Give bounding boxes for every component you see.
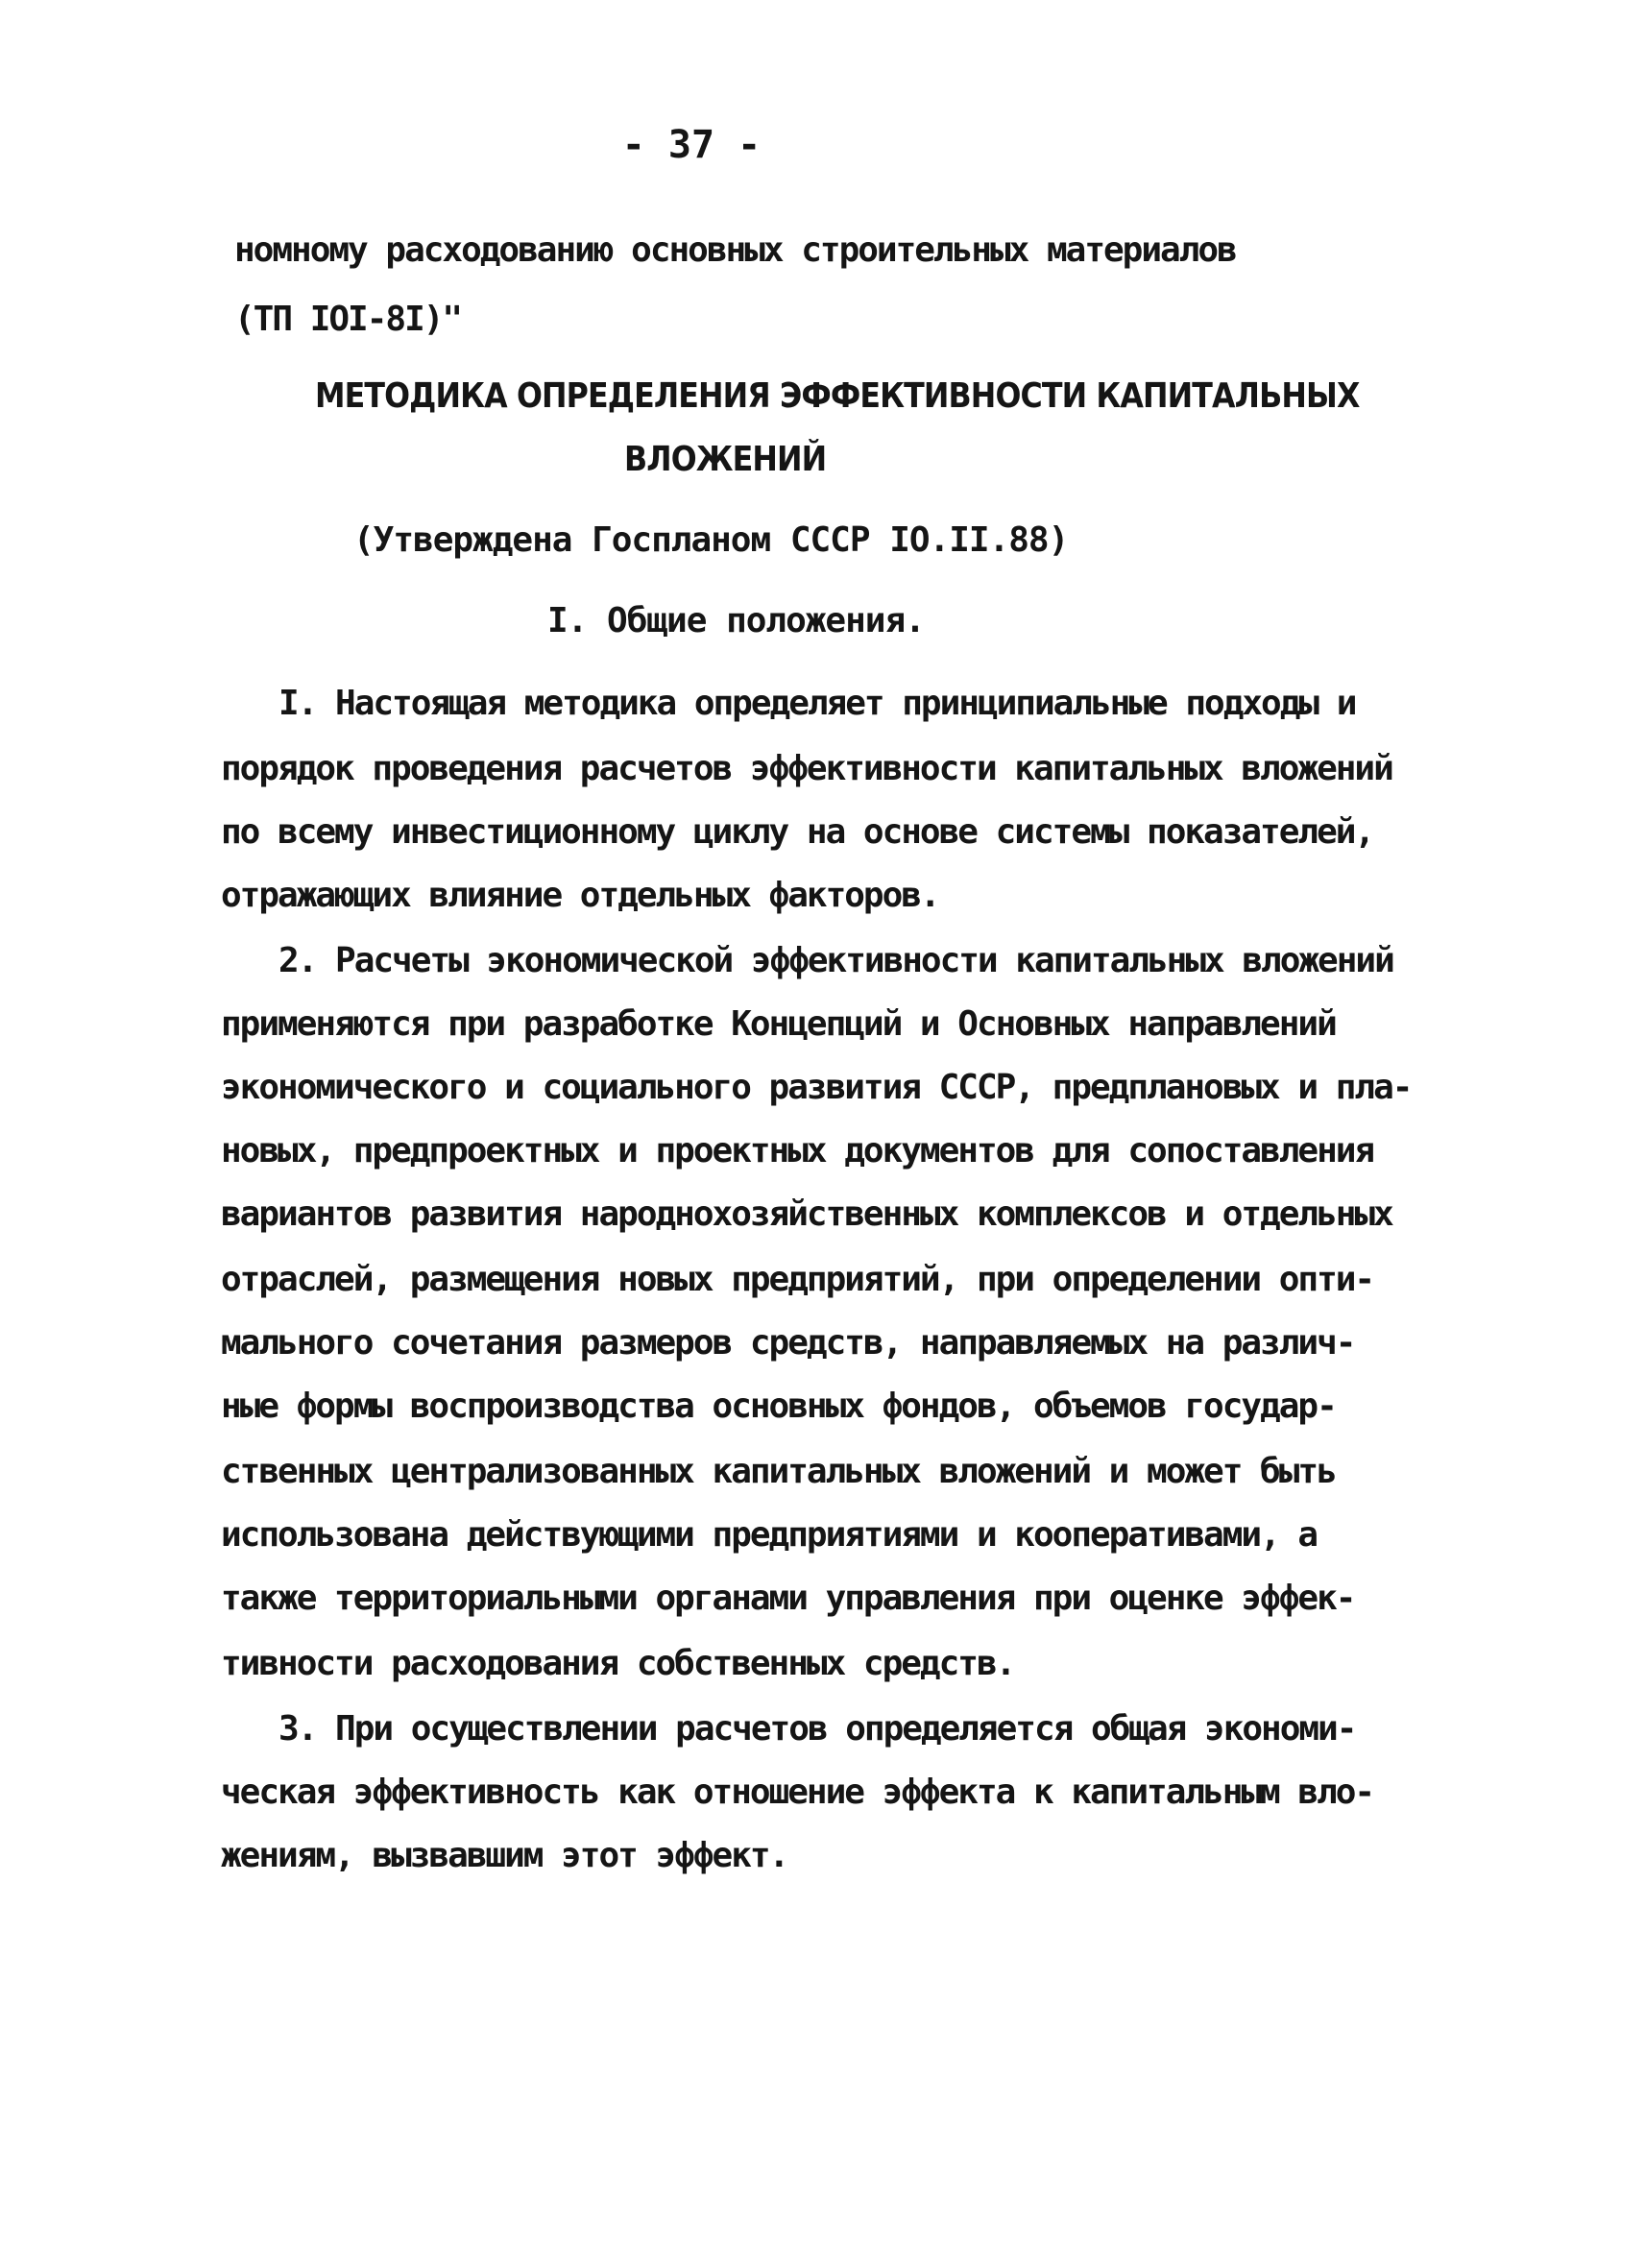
document-title-line-1: МЕТОДИКА ОПРЕДЕЛЕНИЯ ЭФФЕКТИВНОСТИ КАПИТАЛЬНЫХ [315,376,1360,416]
paragraph-3-line-2: ческая эффективность как отношение эффекта к капитальным вло- [221,1773,1374,1812]
paragraph-1-line-3: по всему инвестиционному циклу на основе системы показателей, [221,812,1374,852]
paragraph-2-line-8: ные формы воспроизводства основных фондов, объемов государ- [221,1387,1336,1426]
paragraph-2-line-12: тивности расходования собственных средств. [221,1644,1015,1683]
paragraph-2-line-6: отраслей, размещения новых предприятий, при определении опти- [221,1260,1374,1299]
paragraph-2-line-10: использована действующими предприятиями и кооперативами, а [221,1515,1318,1555]
paragraph-2-line-4: новых, предпроектных и проектных документов для сопоставления [221,1131,1374,1170]
paragraph-2-line-5: вариантов развития народнохозяйственных комплексов и отдельных [221,1194,1392,1234]
paragraph-3-line-1: 3. При осуществлении расчетов определяется общая экономи- [278,1709,1356,1749]
paragraph-3-line-3: жениям, вызвавшим этот эффект. [221,1836,788,1875]
paragraph-1-line-2: порядок проведения расчетов эффективности капитальных вложений [221,749,1392,788]
paragraph-2-line-2: применяются при разработке Концепций и Основных направлений [221,1004,1336,1044]
section-heading: I. Общие положения. [547,601,925,640]
document-title-line-2: ВЛОЖЕНИЙ [624,440,827,479]
approval-note: (Утверждена Госпланом СССР IO.II.88) [353,520,1069,560]
paragraph-2-line-3: экономического и социального развития СССР, предплановых и пла- [221,1068,1412,1107]
intro-line-1: номному расходованию основных строительных материалов [234,230,1236,270]
page-number: - 37 - [621,123,762,167]
paragraph-2-line-9: ственных централизованных капитальных вложений и может быть [221,1452,1336,1491]
paragraph-2-line-1: 2. Расчеты экономической эффективности капитальных вложений [278,941,1393,980]
paragraph-1-line-1: I. Настоящая методика определяет принципиальные подходы и [278,684,1356,723]
paragraph-2-line-11: также территориальными органами управления при оценке эффек- [221,1579,1355,1618]
intro-line-2: (ТП IOI-8I)" [234,300,462,339]
paragraph-2-line-7: мального сочетания размеров средств, направляемых на различ- [221,1323,1355,1363]
paragraph-1-line-4: отражающих влияние отдельных факторов. [221,876,939,915]
